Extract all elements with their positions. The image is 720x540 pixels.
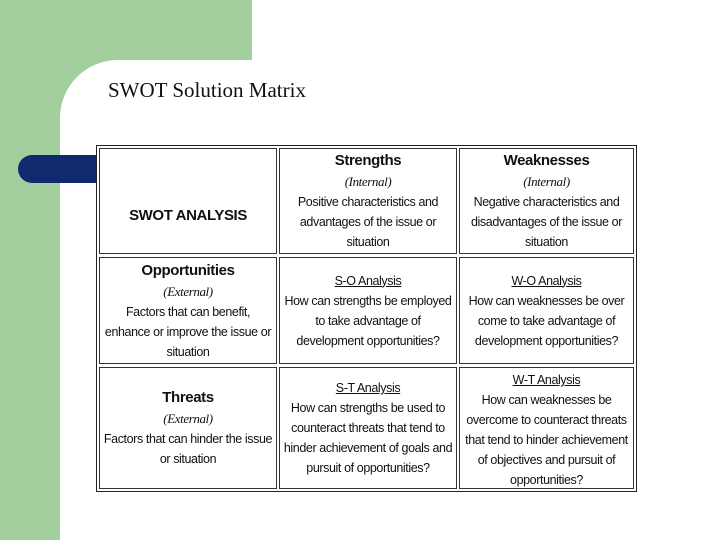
weaknesses-text: Negative characteristics and disadvantages of the issue or situation [470, 195, 622, 249]
weaknesses-cell [459, 148, 634, 254]
wt-analysis-text: How can weaknesses be overcome to counteract threats that tend to hinder achievement of objectives and pursuit of opportunities? [465, 393, 628, 487]
weaknesses-sub: (Internal) [523, 174, 570, 189]
threats-title: Threats [162, 389, 214, 406]
opportunities-sub: (External) [163, 283, 213, 299]
so-analysis-cell [279, 257, 457, 364]
corner-label: SWOT ANALYSIS [129, 207, 247, 224]
strengths-cell [279, 148, 457, 254]
wo-analysis-text: How can weaknesses be over come to take advantage of development opportunities? [468, 293, 625, 348]
threats-sub: (External) [163, 411, 213, 426]
opportunities-text: Factors that can benefit, enhance or improve the issue or situation [104, 304, 272, 359]
wo-analysis-cell [459, 257, 634, 364]
weaknesses-title: Weaknesses [503, 152, 590, 169]
slide-title: SWOT Solution Matrix [108, 78, 306, 102]
so-analysis-title: S-O Analysis [334, 273, 402, 288]
threats-cell [99, 367, 277, 489]
threats-text: Factors that can hinder the issue or situation [103, 432, 273, 466]
strengths-sub: (Internal) [344, 174, 392, 189]
strengths-text: Positive characteristics and advantages of the issue or situation [297, 195, 439, 249]
st-analysis-text: How can strengths be used to counteract threats that tend to hinder achievement of goals and pursuit of opportunities? [283, 401, 453, 475]
strengths-title: Strengths [334, 152, 402, 169]
st-analysis-cell [279, 367, 457, 489]
corner-cell [99, 148, 277, 254]
wo-analysis-title: W-O Analysis [511, 273, 582, 288]
wt-analysis-cell [459, 367, 634, 489]
opportunities-cell [99, 257, 277, 364]
opportunities-title: Opportunities [141, 261, 235, 279]
st-analysis-title: S-T Analysis [335, 381, 401, 395]
swot-matrix [96, 145, 637, 492]
wt-analysis-title: W-T Analysis [512, 373, 581, 387]
so-analysis-text: How can strengths be employed to take advantage of development opportunities? [284, 293, 452, 348]
